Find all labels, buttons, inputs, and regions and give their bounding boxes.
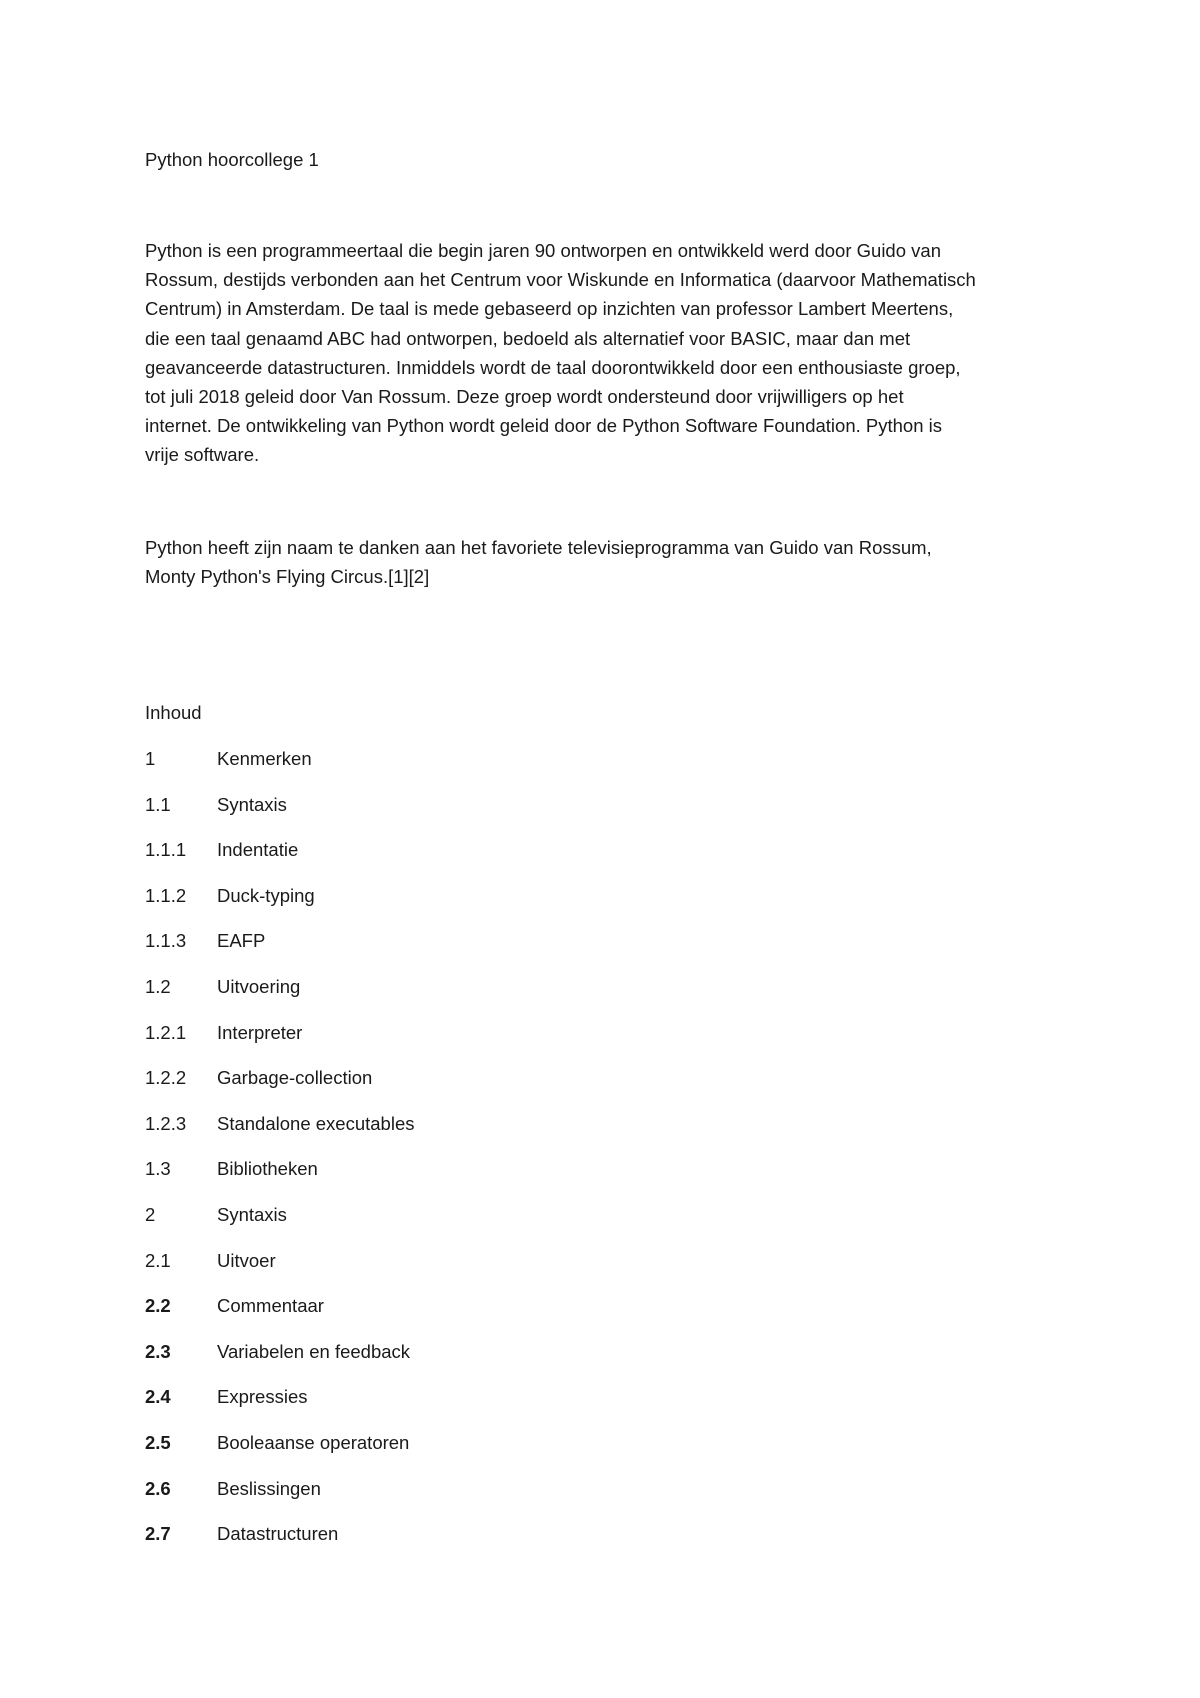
toc-entry-number: 2.5	[145, 1431, 171, 1453]
toc-entry-label: Interpreter	[217, 1021, 303, 1043]
toc-heading: Inhoud	[145, 702, 202, 723]
toc-entry-label: Standalone executables	[217, 1112, 415, 1134]
toc-entry-number: 1.1.3	[145, 930, 187, 952]
toc-entry-number: 1.2.1	[145, 1021, 187, 1043]
toc-entry	[145, 1155, 414, 1201]
toc-entry	[145, 1338, 414, 1384]
toc-entry-number: 1.3	[145, 1158, 171, 1180]
intro-paragraph	[145, 236, 1105, 470]
toc-entry-label: Uitvoer	[217, 1249, 276, 1271]
toc-entry	[145, 1064, 414, 1110]
toc-entry	[145, 1247, 414, 1293]
toc-entry-number: 1.1	[145, 793, 171, 815]
intro-paragraph-line: die een taal genaamd ABC had ontworpen, bedoeld als alternatief voor BASIC, maar dan met	[145, 327, 911, 349]
toc-entry-label: Syntaxis	[217, 793, 287, 815]
toc-entry	[145, 1201, 414, 1247]
toc-entry	[145, 1292, 414, 1338]
toc-entry-label: Garbage-collection	[217, 1067, 373, 1089]
toc-entry-number: 2.7	[145, 1523, 171, 1545]
toc-entry	[145, 1475, 414, 1521]
toc-entry	[145, 1383, 414, 1429]
intro-paragraph-line: vrije software.	[145, 444, 260, 466]
toc-entry-label: Booleaanse operatoren	[217, 1431, 410, 1453]
toc-entry-number: 1.1.1	[145, 839, 187, 861]
toc-entry	[145, 1019, 414, 1065]
toc-entry-number: 2.6	[145, 1477, 171, 1499]
toc-entry-number: 1	[145, 748, 156, 769]
toc-entry-label: Duck-typing	[217, 884, 315, 906]
toc-entry-label: EAFP	[217, 930, 266, 952]
toc-entry-number: 2.4	[145, 1386, 171, 1408]
intro-paragraph-line: Python is een programmeertaal die begin jaren 90 ontworpen en ontwikkeld werd door Guido van	[145, 240, 941, 261]
toc-entry-number: 2.2	[145, 1295, 171, 1317]
intro-paragraph-line: Centrum) in Amsterdam. De taal is mede gebaseerd op inzichten van professor Lambert Meertens,	[145, 298, 954, 320]
toc-entry-label: Indentatie	[217, 839, 299, 861]
toc-entry-number: 2.3	[145, 1340, 171, 1362]
intro-paragraph-line: geavanceerde datastructuren. Inmiddels wordt de taal doorontwikkeld door een enthousiaste groep,	[145, 356, 961, 378]
toc-entry	[145, 791, 414, 837]
toc-entry	[145, 745, 414, 791]
toc-entry-label: Bibliotheken	[217, 1158, 318, 1180]
name-origin-paragraph-line: Monty Python's Flying Circus.[1][2]	[145, 566, 430, 588]
name-origin-paragraph	[145, 533, 1105, 591]
toc-entry-number: 1.2	[145, 975, 171, 997]
toc-entry-number: 1.1.2	[145, 884, 187, 906]
toc-entry	[145, 1110, 414, 1156]
toc-entry-label: Beslissingen	[217, 1477, 321, 1499]
name-origin-paragraph-line: Python heeft zijn naam te danken aan het favoriete televisieprogramma van Guido van Rossum,	[145, 537, 932, 558]
toc-entry-label: Commentaar	[217, 1295, 324, 1317]
document-title: Python hoorcollege 1	[145, 149, 319, 170]
toc-entry-label: Syntaxis	[217, 1203, 287, 1225]
intro-paragraph-line: tot juli 2018 geleid door Van Rossum. Deze groep wordt ondersteund door vrijwilligers op het	[145, 386, 904, 408]
toc-entry-label: Expressies	[217, 1386, 308, 1408]
toc-entry	[145, 973, 414, 1019]
toc-entry	[145, 1429, 414, 1475]
toc-entry-number: 2	[145, 1203, 156, 1225]
toc-entry-label: Uitvoering	[217, 975, 301, 997]
toc-entry-label: Variabelen en feedback	[217, 1340, 411, 1362]
toc-entry-number: 2.1	[145, 1249, 171, 1271]
table-of-contents	[145, 745, 414, 1566]
intro-paragraph-line: Rossum, destijds verbonden aan het Centrum voor Wiskunde en Informatica (daarvoor Mathematisch	[145, 269, 976, 291]
intro-paragraph-line: internet. De ontwikkeling van Python wordt geleid door de Python Software Foundation. Python is	[145, 415, 942, 437]
toc-entry	[145, 836, 414, 882]
toc-entry-label: Kenmerken	[217, 748, 312, 769]
toc-entry	[145, 1520, 414, 1566]
toc-entry-number: 1.2.3	[145, 1112, 187, 1134]
toc-entry	[145, 927, 414, 973]
toc-entry-number: 1.2.2	[145, 1067, 187, 1089]
toc-entry	[145, 882, 414, 928]
toc-entry-label: Datastructuren	[217, 1523, 339, 1545]
